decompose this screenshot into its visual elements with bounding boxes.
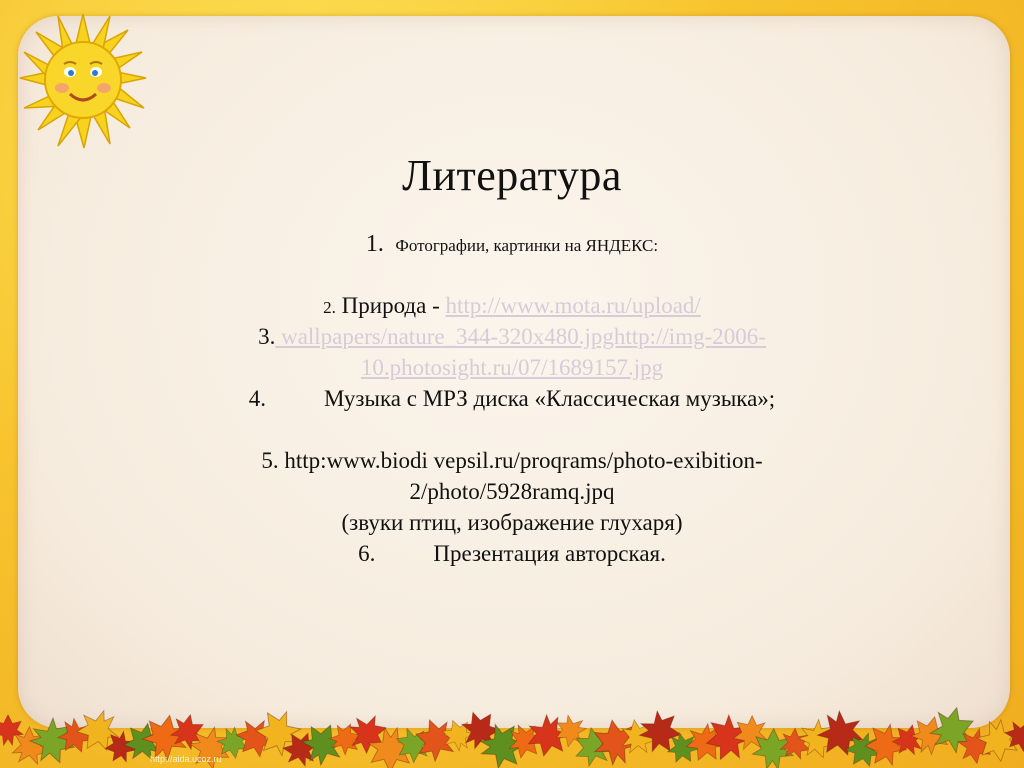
list-item-5-cont: 2/photo/5928ramq.jpq bbox=[409, 479, 615, 504]
list-item-3-cont bbox=[100, 352, 924, 383]
list-item-6: 6. Презентация авторская. bbox=[358, 541, 666, 566]
list-item-5-note: (звуки птиц, изображение глухаря) bbox=[341, 510, 683, 535]
list-item-1: 1. Фотографии, картинки на ЯНДЕКС: bbox=[365, 231, 659, 257]
list-item-2: 2. Природа - http://www.mota.ru/upload/ bbox=[323, 293, 701, 318]
credit-text: http://aida.ucoz.ru bbox=[150, 754, 222, 764]
reference-list bbox=[100, 228, 924, 569]
list-item-3: 3. wallpapers/nature_344-320x480.jpghttp://img-2006- bbox=[258, 324, 766, 349]
sun-icon bbox=[18, 12, 148, 152]
slide-title: Литература bbox=[402, 151, 622, 200]
link-wallpapers[interactable]: wallpapers/nature_344-320x480.jpghttp://img-2006- bbox=[275, 324, 766, 349]
list-item-4: 4. Музыка с МРЗ диска «Классическая музыка»; bbox=[248, 386, 776, 411]
link-photosight[interactable]: 10.photosight.ru/07/1689157.jpg bbox=[360, 355, 664, 380]
spacer bbox=[100, 414, 924, 445]
link-mota[interactable]: http://www.mota.ru/upload/ bbox=[445, 293, 701, 318]
spacer bbox=[100, 259, 924, 290]
list-item-5: 5. http:www.biodi vepsil.ru/proqrams/photo-exibition- bbox=[261, 448, 763, 473]
